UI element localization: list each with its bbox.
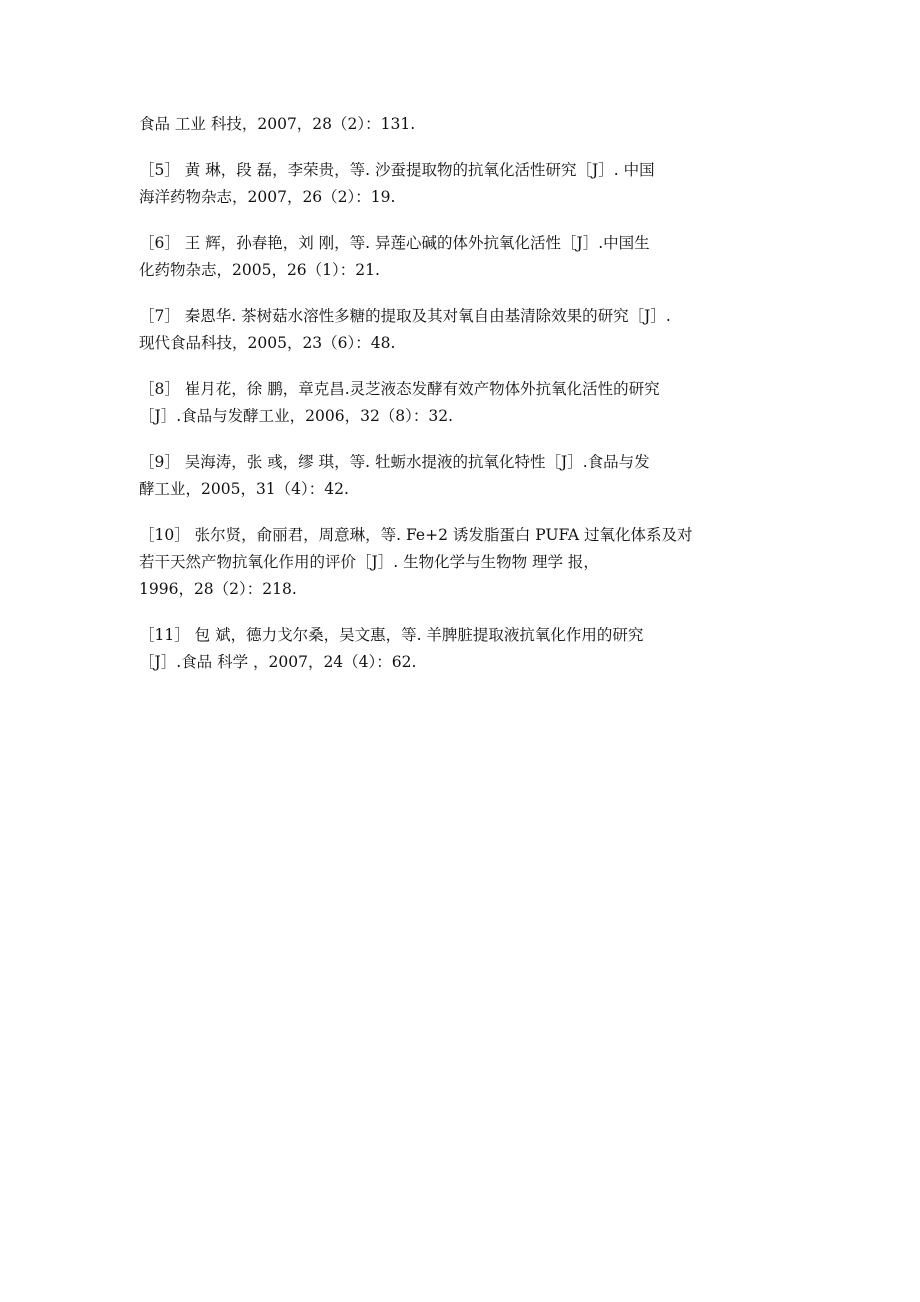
reference-list (139, 111, 799, 695)
reference-line: 现代食品科技，2005，23（6）：48. (139, 334, 396, 352)
reference-line: ［10］ 张尔贤，俞丽君，周意琳，等. Fe+2 诱发脂蛋白 PUFA 过氧化体系及对 (139, 526, 693, 544)
reference-item (139, 622, 799, 676)
reference-line: ［11］ 包 斌，德力戈尔桑，吴文惠，等. 羊脾脏提取液抗氧化作用的研究 (139, 626, 644, 644)
reference-line: ［9］ 吴海涛，张 彧，缪 琪，等. 牡蛎水提液的抗氧化特性［J］.食品与发 (139, 453, 650, 471)
reference-line: ［7］ 秦恩华. 茶树菇水溶性多糖的提取及其对氧自由基清除效果的研究［J］. (139, 307, 671, 325)
reference-item (139, 111, 799, 138)
reference-line: 化药物杂志，2005，26（1）：21. (139, 261, 380, 279)
reference-item (139, 449, 799, 503)
reference-item (139, 303, 799, 357)
reference-line: ［5］ 黄 琳，段 磊，李荣贵，等. 沙蚕提取物的抗氧化活性研究［J］. 中国 (139, 161, 655, 179)
reference-line: 若干天然产物抗氧化作用的评价［J］. 生物化学与生物物 理学 报， (139, 553, 599, 571)
reference-item (139, 230, 799, 284)
reference-line: 1996，28（2）：218. (139, 580, 297, 598)
reference-item (139, 522, 799, 603)
reference-line: ［6］ 王 辉，孙春艳，刘 刚，等. 异莲心碱的体外抗氧化活性［J］.中国生 (139, 234, 650, 252)
reference-item (139, 157, 799, 211)
reference-line: 海洋药物杂志，2007，26（2）：19. (139, 188, 396, 206)
reference-line: ［J］.食品 科学 ，2007，24（4）：62. (139, 653, 417, 671)
reference-item (139, 376, 799, 430)
reference-line: ［J］.食品与发酵工业，2006，32（8）：32. (139, 407, 454, 425)
reference-line: ［8］ 崔月花，徐 鹏，章克昌.灵芝液态发酵有效产物体外抗氧化活性的研究 (139, 380, 660, 398)
reference-line: 食品 工业 科技，2007，28（2）：131. (139, 115, 416, 133)
reference-line: 酵工业，2005，31（4）：42. (139, 480, 349, 498)
